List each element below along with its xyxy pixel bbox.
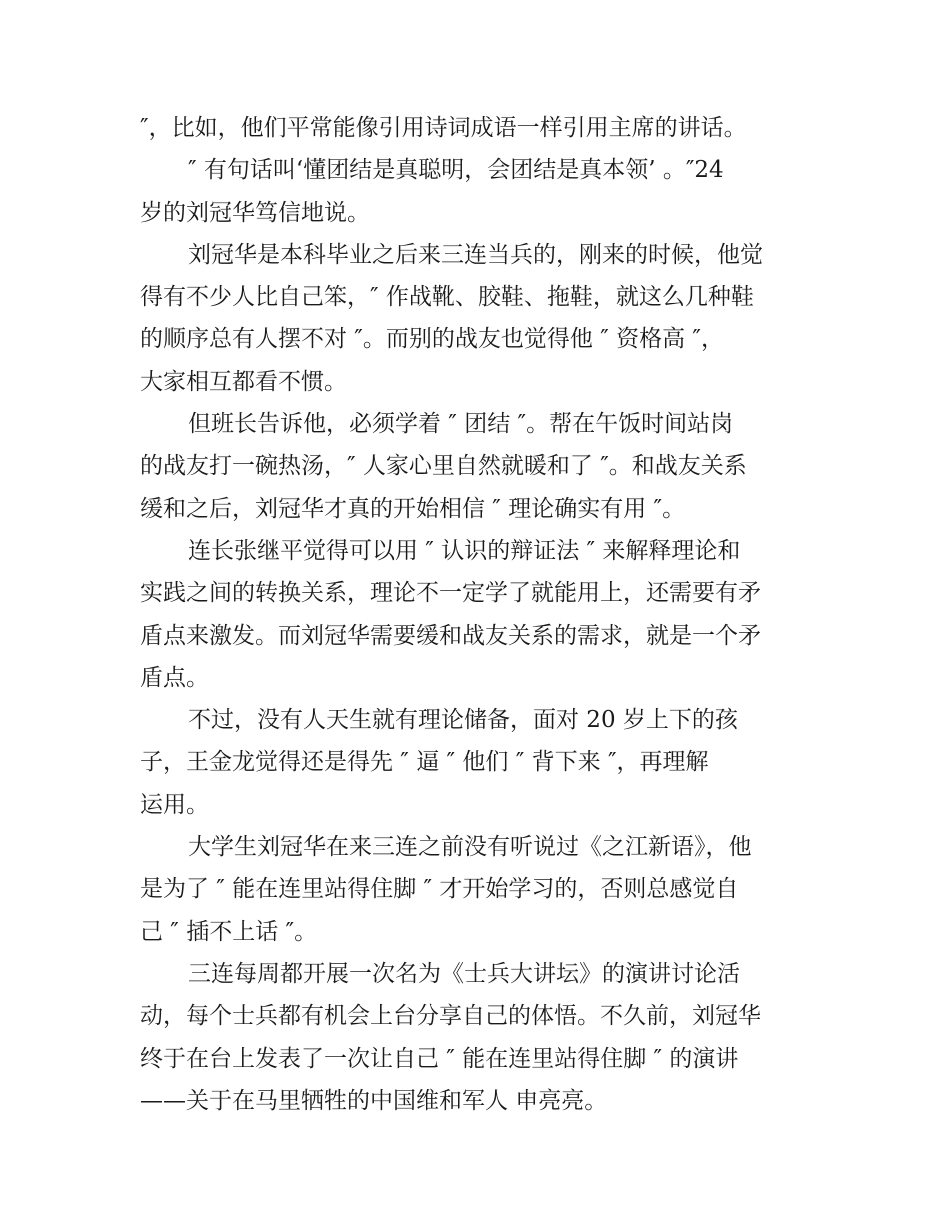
text-line: 岁的刘冠华笃信地说。	[140, 199, 370, 226]
text-line: 的顺序总有人摆不对 ″。而别的战友也觉得他 ″ 资格高 ″，	[140, 326, 725, 353]
text-line: 的战友打一碗热汤，″ 人家心里自然就暖和了 ″。和战友关系	[140, 453, 747, 480]
text-line: 动，每个士兵都有机会上台分享自己的体悟。不久前，刘冠华	[140, 1003, 761, 1030]
text-line: 盾点。	[140, 664, 209, 691]
text-line: 己 ″ 插不上话 ″。	[140, 918, 318, 945]
text-line: ″ 有句话叫‘懂团结是真聪明，会团结是真本领’ 。″24	[188, 157, 724, 184]
text-line: 不过，没有人天生就有理论储备，面对 20 岁上下的孩	[188, 707, 738, 734]
text-line: 大学生刘冠华在来三连之前没有听说过《之江新语》，他	[188, 834, 752, 861]
text-line: 得有不少人比自己笨，″ 作战靴、胶鞋、拖鞋，就这么几种鞋	[140, 284, 754, 311]
text-line: 缓和之后，刘冠华才真的开始相信 ″ 理论确实有用 ″。	[140, 495, 686, 522]
text-line: 刘冠华是本科毕业之后来三连当兵的，刚来的时候，他觉	[188, 241, 763, 268]
text-line: 三连每周都开展一次名为《士兵大讲坛》的演讲讨论活	[188, 960, 740, 987]
text-line: 子，王金龙觉得还是得先 ″ 逼 ″ 他们 ″ 背下来 ″，再理解	[140, 749, 709, 776]
text-line: 运用。	[140, 791, 209, 818]
document-body	[140, 107, 816, 1122]
text-line: 大家相互都看不惯。	[140, 368, 347, 395]
text-line: ″，比如，他们平常能像引用诗词成语一样引用主席的讲话。	[140, 115, 747, 141]
text-line: 但班长告诉他，必须学着 ″ 团结 ″。帮在午饭时间站岗	[188, 411, 734, 438]
text-line: 终于在台上发表了一次让自己 ″ 能在连里站得住脚 ″ 的演讲	[140, 1045, 739, 1072]
text-line: 盾点来激发。而刘冠华需要缓和战友关系的需求，就是一个矛	[140, 622, 761, 649]
text-line: 实践之间的转换关系，理论不一定学了就能用上，还需要有矛	[140, 580, 761, 607]
text-line: 连长张继平觉得可以用 ″ 认识的辩证法 ″ 来解释理论和	[188, 537, 741, 564]
text-line: 是为了 ″ 能在连里站得住脚 ″ 才开始学习的，否则总感觉自	[140, 876, 739, 903]
text-line: ——关于在马里牺牲的中国维和军人 申亮亮。	[140, 1087, 608, 1114]
